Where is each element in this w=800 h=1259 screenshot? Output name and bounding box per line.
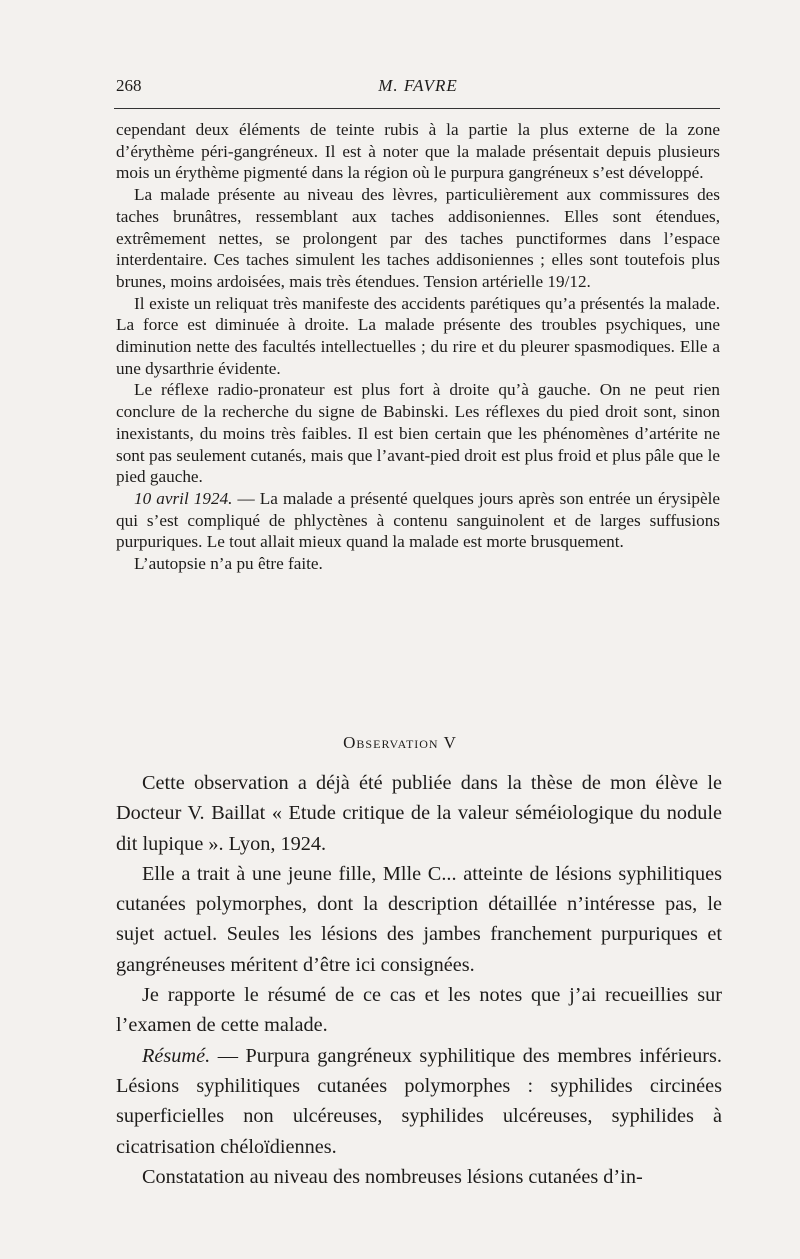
paragraph xyxy=(116,1041,722,1162)
summary-label: Résumé. xyxy=(142,1044,211,1067)
page-header xyxy=(116,76,720,100)
paragraph: Cette observation a déjà été publiée dans la thèse de mon élève le Docteur V. Baillat « Etude critique de la valeur séméiologique du nodule dit lupique ». Lyon, 1924. xyxy=(116,772,722,855)
paragraph: Il existe un reliquat très manifeste des accidents parétiques qu’a présentés la malade. La force est diminuée à droite. La malade présente des troubles psychiques, une diminution nette des facultés intellectuelles ; du rire et du pleurer spasmodiques. Elle a une dysarthrie évidente. xyxy=(116,293,720,378)
paragraph: Elle a trait à une jeune fille, Mlle C... atteinte de lésions syphilitiques cutanées polymorphes, dont la description détaillée n’intéresse pas, le sujet actuel. Seules les lésions des jambes franchement purpuriques et gangréneuses méritent d’être ici consignées. xyxy=(116,862,722,976)
running-head: M. FAVRE xyxy=(378,76,458,95)
header-rule xyxy=(114,108,720,109)
paragraph: L’autopsie n’a pu être faite. xyxy=(134,554,323,574)
body-small-text xyxy=(116,119,720,575)
section-title-word: Observation xyxy=(343,733,439,752)
paragraph: Je rapporte le résumé de ce cas et les notes que j’ai recueillies sur l’examen de cette malade. xyxy=(116,984,722,1037)
section-title-numeral: V xyxy=(443,733,457,752)
page-number: 268 xyxy=(116,76,142,95)
body-large-text xyxy=(116,768,722,1192)
paragraph: La malade présente au niveau des lèvres, particulièrement aux commissures des taches brunâtres, ressemblant aux taches addisoniennes. Elles sont étendues, extrêmement nettes, se prolongent par des taches punctiformes dans l’espace interdentaire. Ces taches simulent les taches addisoniennes ; elles sont toutefois plus brunes, moins ardoisées, mais très étendues. Tension artérielle 19/12. xyxy=(116,185,720,291)
paragraph-text: — Purpura gangréneux syphilitique des membres inférieurs. Lésions syphilitiques cutanées polymorphes : syphilides circinées superficielles non ulcéreuses, syphilides ulcéreuses, syphilides à cicatrisation chéloïdiennes. xyxy=(116,1044,722,1158)
paragraph: cependant deux éléments de teinte rubis à la partie la plus externe de la zone d’érythème péri-gangréneux. Il est à noter que la malade présentait depuis plusieurs mois un érythème pigmenté dans la région où le purpura gangréneux s’est développé. xyxy=(116,120,720,183)
paragraph: Constatation au niveau des nombreuses lésions cutanées d’in- xyxy=(142,1165,643,1188)
paragraph xyxy=(116,488,720,553)
section-title xyxy=(0,733,800,753)
paragraph-text: — La malade a présenté quelques jours après son entrée un érysipèle qui s’est compliqué de phlyctènes à contenu sanguinolent et de larges suffusions purpuriques. Le tout allait mieux quand la malade est morte brusquement. xyxy=(116,488,720,552)
paragraph: Le réflexe radio-pronateur est plus fort à droite qu’à gauche. On ne peut rien conclure de la recherche du signe de Babinski. Les réflexes du pied droit sont, sinon inexistants, du moins très faibles. Il est bien certain que les phénomènes d’artérite ne sont pas seulement cutanés, mais que l’avant-pied droit est plus froid et plus pâle que le pied gauche. xyxy=(116,380,720,487)
date: 10 avril 1924. xyxy=(134,488,233,508)
